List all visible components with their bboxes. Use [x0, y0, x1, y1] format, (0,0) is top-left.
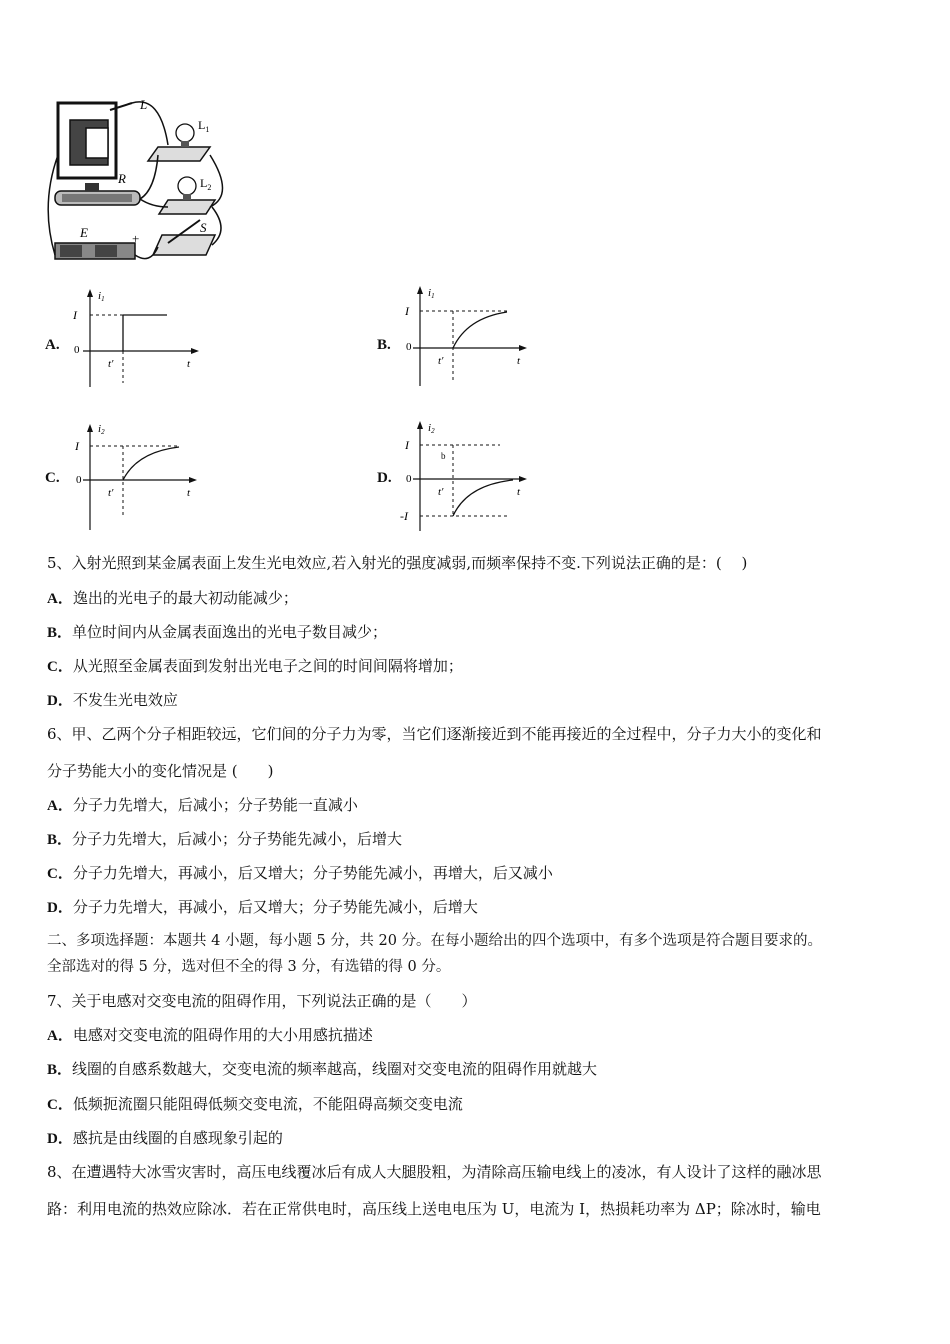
graph-b-tprime: t′ — [438, 355, 444, 367]
circuit-diagram — [40, 95, 240, 270]
option-b-label[interactable]: B. — [377, 337, 391, 353]
q6-option-a[interactable]: A．分子力先增大，后减小；分子势能一直减小 — [47, 796, 358, 814]
label-E: E — [80, 225, 88, 240]
q7-option-c[interactable]: C．低频扼流圈只能阻碍低频交变电流，不能阻碍高频交变电流 — [47, 1095, 463, 1113]
graph-d-zero: 0 — [406, 473, 412, 485]
label-R: R — [118, 171, 126, 186]
graph-c-I: I — [75, 439, 79, 453]
graph-a-tprime: t′ — [108, 358, 114, 370]
graph-d-negI: -I — [400, 509, 408, 523]
q5-option-b[interactable]: B．单位时间内从金属表面逸出的光电子数目减少； — [47, 623, 388, 641]
option-d-label[interactable]: D. — [377, 470, 392, 486]
label-plus: + — [132, 231, 140, 246]
graph-a-t: t — [187, 358, 191, 370]
q5-stem: 5、入射光照到某金属表面上发生光电效应,若入射光的强度减弱,而频率保持不变.下列说法正确的是：( ) — [47, 554, 748, 572]
graph-c-ylabel: i2 — [98, 423, 105, 436]
graph-d-ylabel: i2 — [428, 422, 435, 435]
q6-option-b[interactable]: B．分子力先增大，后减小；分子势能先减小，后增大 — [47, 830, 403, 848]
q5-option-c[interactable]: C．从光照至金属表面到发射出光电子之间的时间间隔将增加； — [47, 657, 463, 675]
q6-option-c[interactable]: C．分子力先增大，再减小，后又增大；分子势能先减小，再增大，后又减小 — [47, 864, 553, 882]
graph-b-I: I — [405, 304, 409, 318]
graph-a-ylabel: i1 — [98, 290, 105, 303]
graph-c-t: t — [187, 487, 191, 499]
graph-c-zero: 0 — [76, 474, 82, 486]
q6-stem-line2: 分子势能大小的变化情况是 ( ) — [47, 762, 274, 780]
graph-a — [65, 285, 210, 393]
q8-line2: 路：利用电流的热效应除冰．若在正常供电时，高压线上送电电压为 U，电流为 I，热损耗功率为 ΔP；除冰时，输电 — [47, 1200, 821, 1218]
q6-stem-line1: 6、甲、乙两个分子相距较远，它们间的分子力为零，当它们逐渐接近到不能再接近的全过程中，分子力大小的变化和 — [47, 725, 822, 743]
section2-line1: 二、多项选择题：本题共 4 小题，每小题 5 分，共 20 分。在每小题给出的四个选项中，有多个选项是符合题目要求的。 — [47, 933, 823, 949]
label-S: S — [200, 220, 207, 235]
q5-option-d[interactable]: D．不发生光电效应 — [47, 691, 178, 709]
graph-c-tprime: t′ — [108, 487, 114, 499]
q7-option-b[interactable]: B．线圈的自感系数越大，交变电流的频率越高，线圈对交变电流的阻碍作用就越大 — [47, 1060, 598, 1078]
q6-option-d[interactable]: D．分子力先增大，再减小，后又增大；分子势能先减小，后增大 — [47, 898, 478, 916]
graph-a-zero: 0 — [74, 344, 80, 356]
option-c-label[interactable]: C. — [45, 470, 60, 486]
q8-line1: 8、在遭遇特大冰雪灾害时，高压电线覆冰后有成人大腿股粗，为清除高压输电线上的凌冰，有人设计了这样的融冰思 — [47, 1163, 822, 1181]
q7-stem: 7、关于电感对交变电流的阻碍作用，下列说法正确的是（ ） — [47, 992, 477, 1010]
q7-option-d[interactable]: D．感抗是由线圈的自感现象引起的 — [47, 1129, 283, 1147]
graph-b — [395, 280, 540, 390]
graph-b-ylabel: i1 — [428, 287, 435, 300]
label-L2: $L_2$ — [200, 176, 212, 192]
q5-option-a[interactable]: A．逸出的光电子的最大初动能减少； — [47, 589, 298, 607]
label-L1: $L_1$ — [198, 118, 210, 134]
graph-d-t: t — [517, 486, 521, 498]
graph-d — [395, 415, 540, 535]
q7-option-a[interactable]: A．电感对交变电流的阻碍作用的大小用感抗描述 — [47, 1026, 373, 1044]
graph-d-small: b — [441, 451, 446, 461]
label-L: L — [140, 97, 148, 112]
graph-b-t: t — [517, 355, 521, 367]
graph-d-I: I — [405, 438, 409, 452]
graph-a-I: I — [73, 308, 77, 322]
graph-c — [65, 418, 210, 533]
graph-d-tprime: t′ — [438, 486, 444, 498]
option-a-label[interactable]: A. — [45, 337, 60, 353]
graph-b-zero: 0 — [406, 341, 412, 353]
section2-line2: 全部选对的得 5 分，选对但不全的得 3 分，有选错的得 0 分。 — [47, 959, 451, 975]
